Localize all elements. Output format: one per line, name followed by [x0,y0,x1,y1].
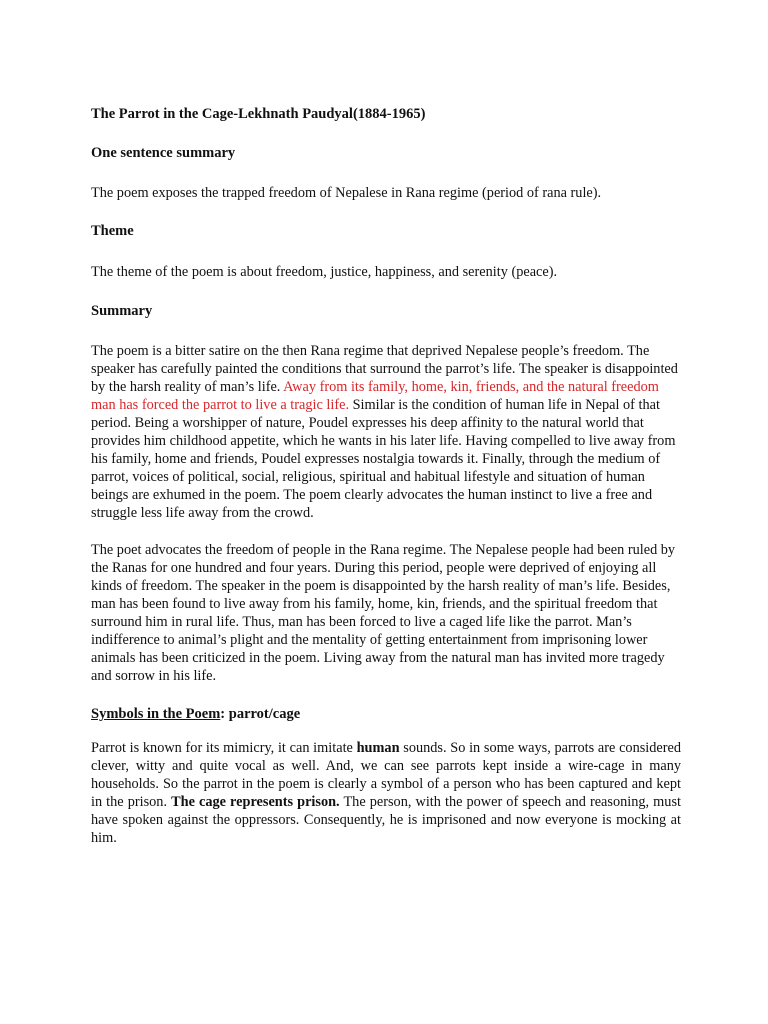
summary-p1-text-start: The poem is a bitter satire on the then Rana regime that deprived Nepalese people’s freedom. The speaker has carefully painted the conditions that surround the parrot’s life. The speaker is disappointed by the harsh reality of man’s life. [91,343,678,395]
symbols-heading-underlined: Symbols in the Poem [91,706,221,722]
symbols-heading [91,706,300,723]
symbols-text-3: The person, with the power of speech and reasoning, must have spoken against the oppressors. Consequently, he is imprisoned and now everyone is mocking at him. [91,794,681,846]
symbols-heading-rest: : parrot/cage [220,706,301,722]
symbols-paragraph [91,739,681,847]
summary-p1-text-end: Similar is the condition of human life in Nepal of that period. Being a worshipper of nature, Poudel expresses his deep affinity to the natural world that provides him childhood appetite, which he wants in his later life. Having compelled to live away from his family, home and friends, Poudel expresses nostalgia towards it. Finally, through the medium of parrot, voices of political, social, religious, spiritual and habitual lifestyle and situation of human beings are exhumed in the poem. The poem clearly advocates the human instinct to live a free and struggle less life away from the crowd. [91,397,676,521]
one-sentence-summary-heading: One sentence summary [91,145,236,161]
theme-text: The theme of the poem is about freedom, justice, happiness, and serenity (peace). [91,264,558,280]
summary-paragraph-1 [91,342,681,522]
one-sentence-summary-text: The poem exposes the trapped freedom of Nepalese in Rana regime (period of rana rule). [91,185,602,201]
summary-heading: Summary [91,303,153,319]
theme-heading: Theme [91,223,134,239]
symbols-text-1: Parrot is known for its mimicry, it can imitate [91,740,357,756]
document-title: The Parrot in the Cage-Lekhnath Paudyal(1884-1965) [91,106,426,122]
summary-p1-highlight: Away from its family, home, kin, friends, and the natural freedom man has forced the parrot to live a tragic life. [91,379,659,413]
symbols-text-2: sounds. So in some ways, parrots are considered clever, witty and quite vocal as well. And, we can see parrots kept inside a wire-cage in many households. So the parrot in the poem is clearly a symbol of a person who has been captured and kept in the prison. [91,740,682,810]
symbols-bold-human: human [356,740,400,756]
symbols-bold-cage: The cage represents prison. [171,794,340,810]
summary-paragraph-2: The poet advocates the freedom of people in the Rana regime. The Nepalese people had been ruled by the Ranas for one hundred and four years. During this period, people were deprived of enjoying all kinds of freedom. The speaker in the poem is disappointed by the harsh reality of man’s life. Besides, man has been found to live away from his family, home, kin, friends, and the spiritual freedom that surround him in rural life. Thus, man has been forced to live a caged life like the parrot. Man’s indifference to animal’s plight and the mentality of getting entertainment from imprisoning lower animals has been criticized in the poem. Living away from the natural man has invited more tragedy and sorrow in his life. [91,542,676,684]
